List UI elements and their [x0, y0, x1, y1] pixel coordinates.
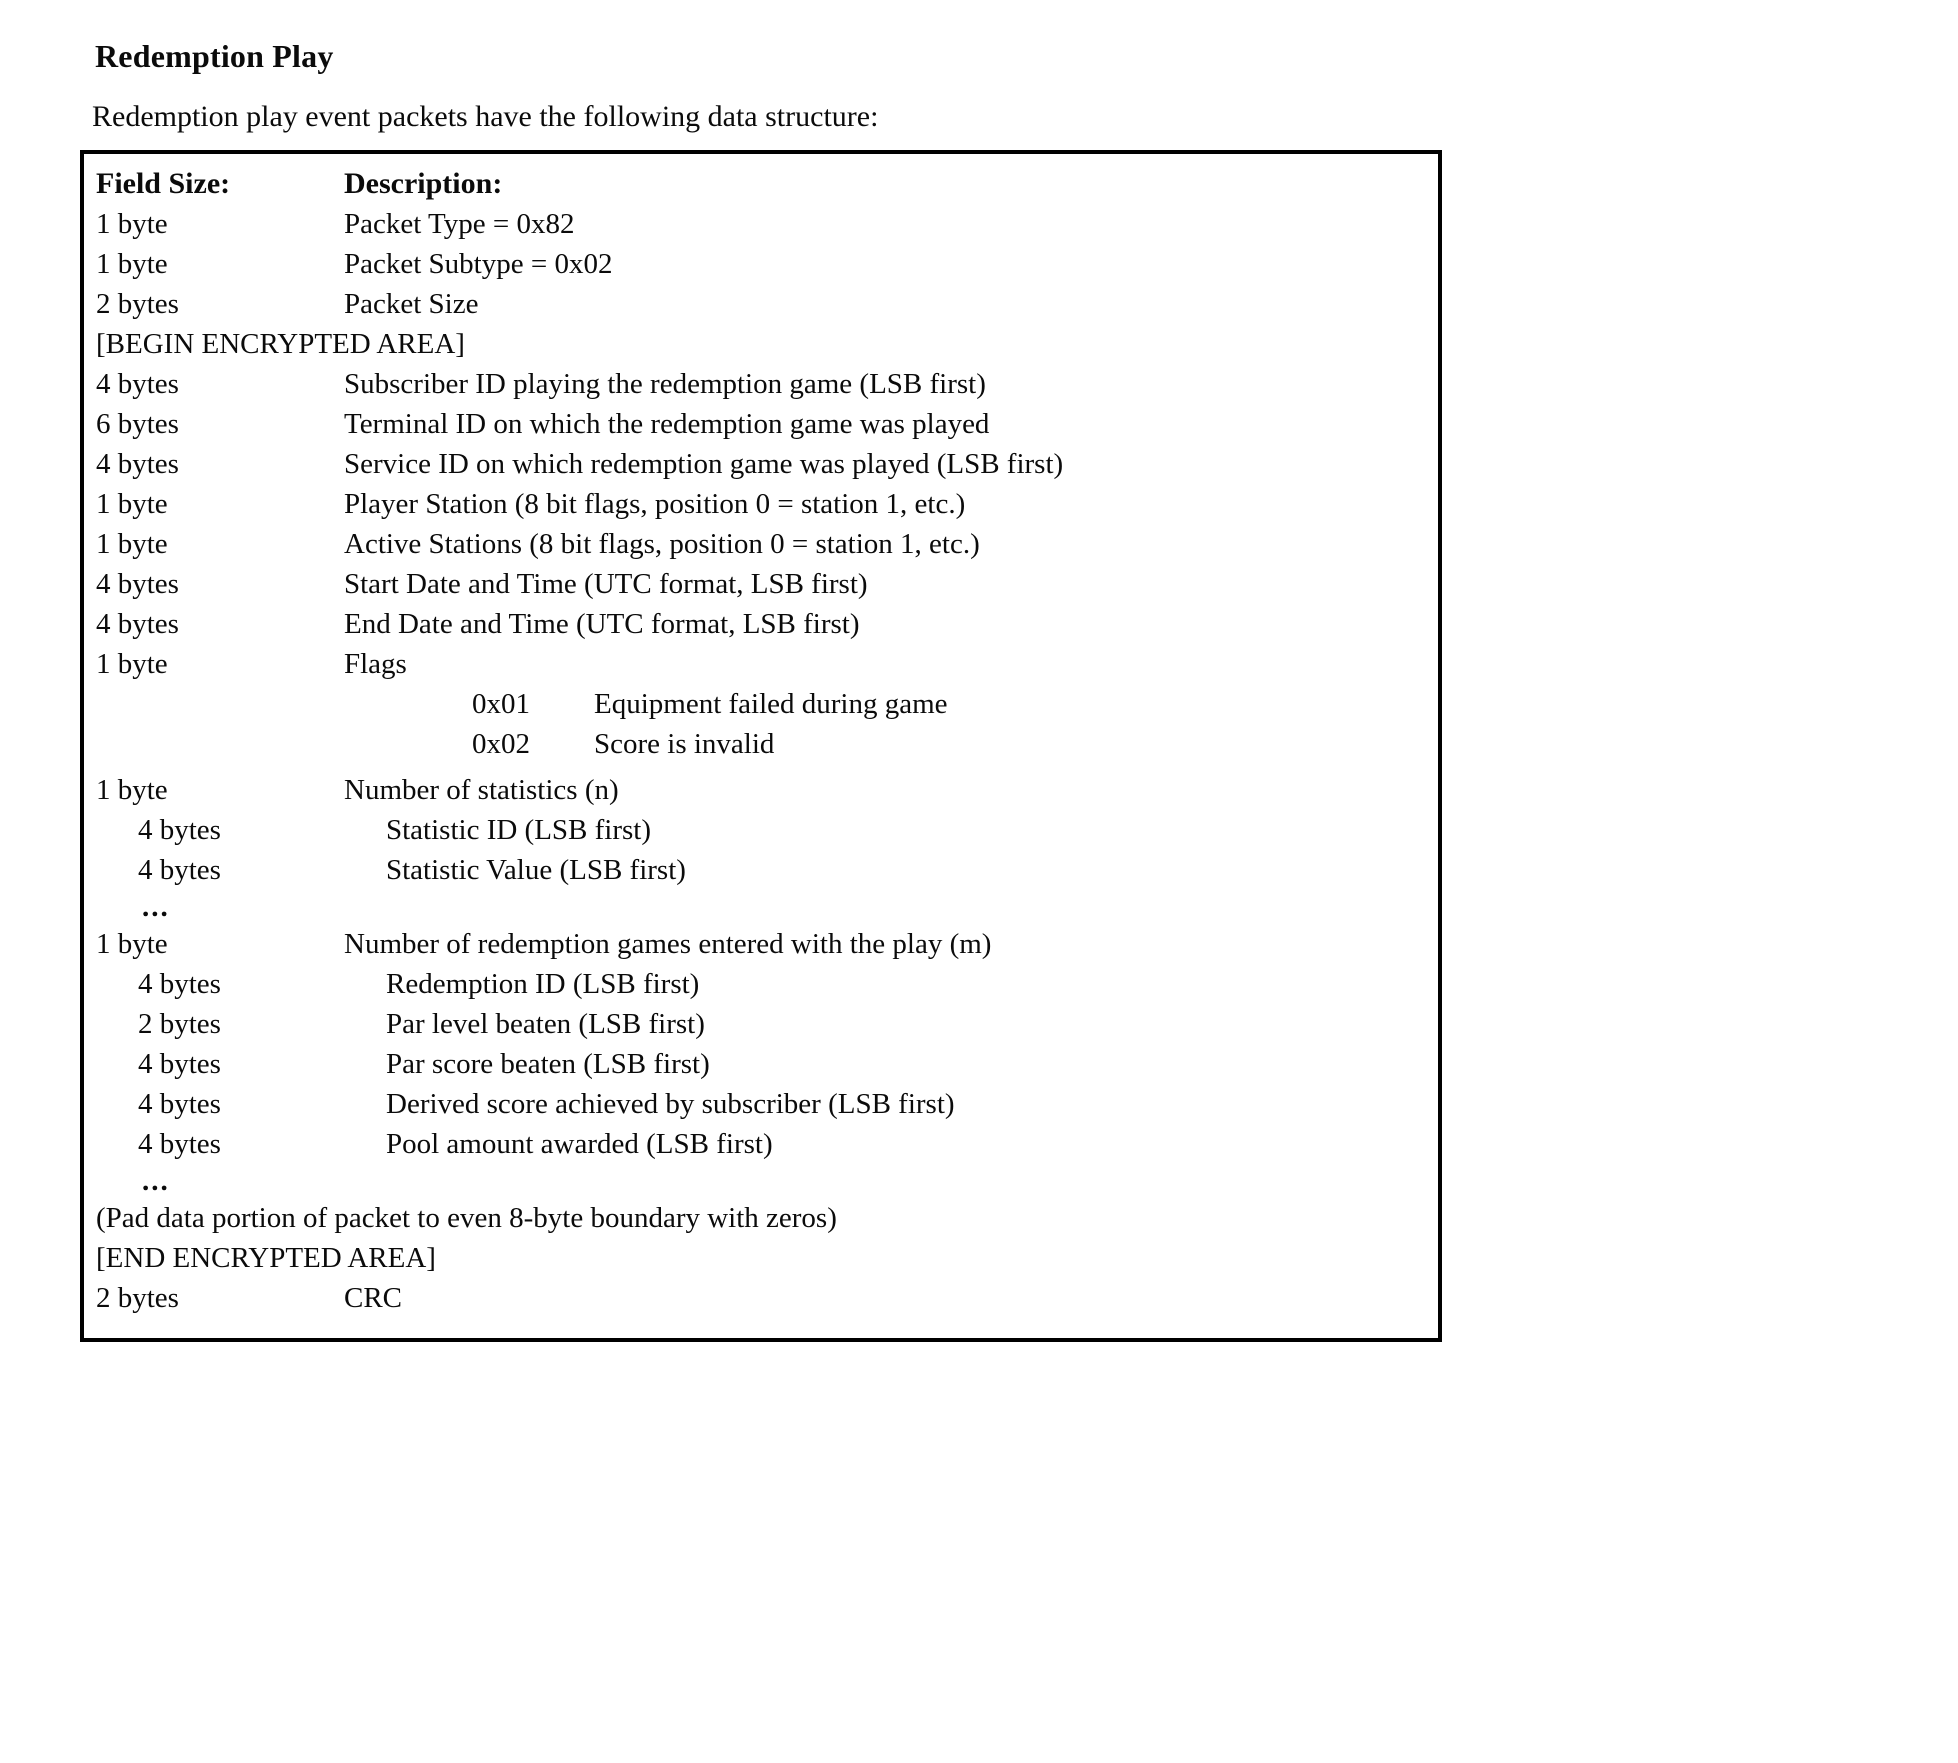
table-row [84, 644, 1438, 684]
field-size: 1 byte [96, 648, 168, 680]
field-size: 4 bytes [96, 368, 179, 400]
field-description: Statistic ID (LSB first) [386, 814, 652, 846]
table-row [84, 924, 1438, 964]
full-width-note: [BEGIN ENCRYPTED AREA] [96, 328, 465, 360]
field-description: Packet Type = 0x82 [344, 208, 575, 240]
field-description: Number of redemption games entered with the play (m) [344, 928, 992, 960]
table-row [84, 810, 1438, 850]
table-row [84, 564, 1438, 604]
field-description: Packet Subtype = 0x02 [344, 248, 613, 280]
field-description: Terminal ID on which the redemption game was played [344, 408, 990, 440]
field-size: 2 bytes [96, 1282, 179, 1314]
column-header-description: Description: [344, 167, 503, 200]
table-row [84, 1164, 1438, 1198]
column-header-field-size: Field Size: [96, 167, 231, 200]
table-row [84, 1044, 1438, 1084]
table-row [84, 684, 1438, 724]
field-size: 1 byte [96, 528, 168, 560]
table-row [84, 444, 1438, 484]
field-description: CRC [344, 1282, 403, 1314]
field-size: 4 bytes [96, 448, 179, 480]
table-row [84, 244, 1438, 284]
field-description: Active Stations (8 bit flags, position 0 = station 1, etc.) [344, 528, 980, 560]
table-row [84, 964, 1438, 1004]
table-row [84, 324, 1438, 364]
table-rows-container [84, 204, 1438, 1318]
table-row [84, 524, 1438, 564]
table-row [84, 484, 1438, 524]
field-description: Derived score achieved by subscriber (LSB first) [386, 1088, 955, 1120]
field-description: Start Date and Time (UTC format, LSB first) [344, 568, 868, 600]
table-row [84, 850, 1438, 890]
ellipsis-marker: ... [142, 891, 170, 923]
field-size: 4 bytes [96, 608, 179, 640]
field-description: Pool amount awarded (LSB first) [386, 1128, 773, 1160]
table-row [84, 724, 1438, 764]
field-size: 4 bytes [138, 854, 221, 886]
table-row [84, 1004, 1438, 1044]
field-description: Subscriber ID playing the redemption game (LSB first) [344, 368, 986, 400]
field-size: 6 bytes [96, 408, 179, 440]
flag-code: 0x01 [472, 688, 530, 720]
field-description: End Date and Time (UTC format, LSB first) [344, 608, 860, 640]
table-row [84, 284, 1438, 324]
table-row [84, 204, 1438, 244]
field-size: 4 bytes [138, 814, 221, 846]
field-size: 2 bytes [138, 1008, 221, 1040]
field-description: Player Station (8 bit flags, position 0 = station 1, etc.) [344, 488, 966, 520]
table-row [84, 1198, 1438, 1238]
flag-code: 0x02 [472, 728, 530, 760]
ellipsis-marker: ... [142, 1165, 170, 1197]
table-row [84, 364, 1438, 404]
field-size: 4 bytes [138, 1088, 221, 1120]
table-row [84, 604, 1438, 644]
intro-text: Redemption play event packets have the following data structure: [92, 100, 879, 133]
field-description: Par score beaten (LSB first) [386, 1048, 710, 1080]
table-row [84, 1238, 1438, 1278]
packet-structure-table [80, 150, 1442, 1342]
field-description: Flags [344, 648, 407, 680]
field-description: Statistic Value (LSB first) [386, 854, 686, 886]
flag-description: Score is invalid [594, 728, 775, 760]
table-row [84, 890, 1438, 924]
field-size: 4 bytes [138, 1048, 221, 1080]
field-description: Service ID on which redemption game was played (LSB first) [344, 448, 1064, 480]
field-size: 4 bytes [96, 568, 179, 600]
field-description: Redemption ID (LSB first) [386, 968, 700, 1000]
field-description: Number of statistics (n) [344, 774, 619, 806]
table-row [84, 1124, 1438, 1164]
field-description: Par level beaten (LSB first) [386, 1008, 705, 1040]
full-width-note: (Pad data portion of packet to even 8-byte boundary with zeros) [96, 1202, 837, 1234]
table-row [84, 1084, 1438, 1124]
page-title: Redemption Play [95, 38, 334, 74]
field-size: 1 byte [96, 774, 168, 806]
field-size: 1 byte [96, 248, 168, 280]
full-width-note: [END ENCRYPTED AREA] [96, 1242, 436, 1274]
table-row [84, 404, 1438, 444]
table-header-row [84, 164, 1438, 204]
table-row [84, 770, 1438, 810]
table-row [84, 1278, 1438, 1318]
field-size: 1 byte [96, 208, 168, 240]
field-size: 4 bytes [138, 1128, 221, 1160]
field-size: 1 byte [96, 928, 168, 960]
field-size: 4 bytes [138, 968, 221, 1000]
field-description: Packet Size [344, 288, 479, 320]
field-size: 2 bytes [96, 288, 179, 320]
field-size: 1 byte [96, 488, 168, 520]
flag-description: Equipment failed during game [594, 688, 948, 720]
